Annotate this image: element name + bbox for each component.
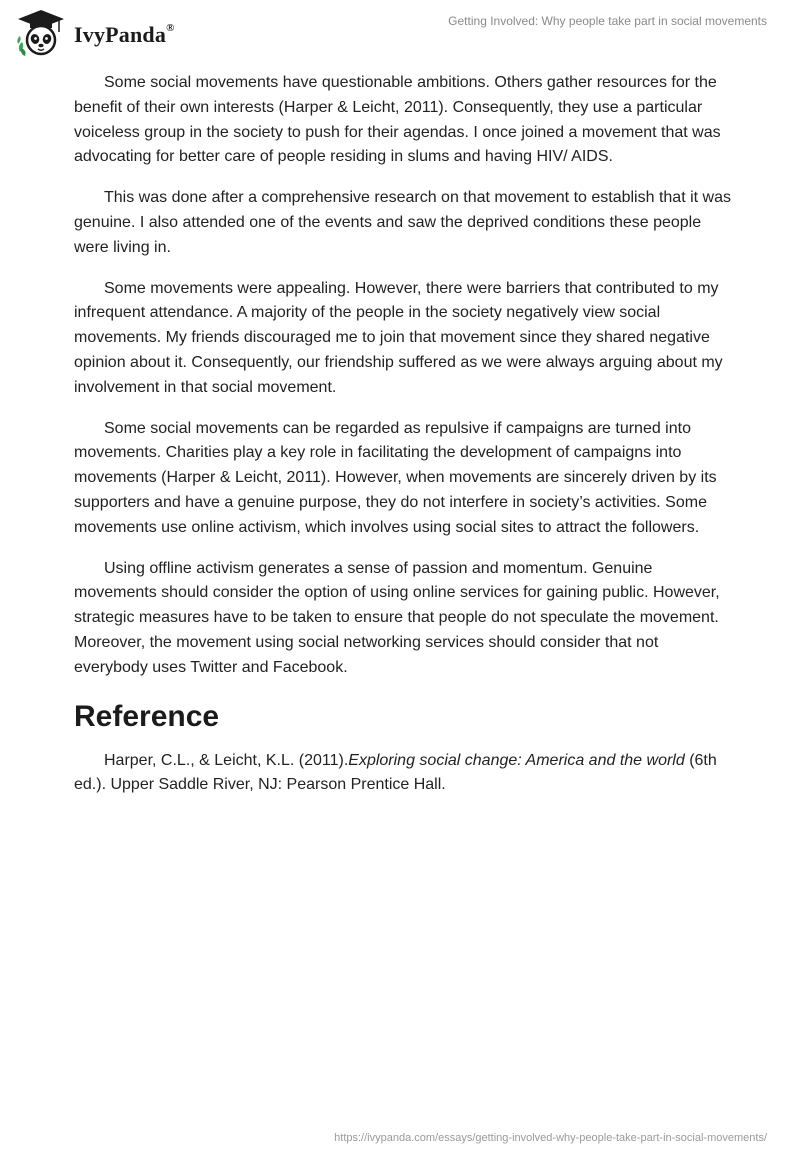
reference-entry [74,749,734,799]
panda-graduation-cap-icon [14,8,68,58]
paragraph: This was done after a comprehensive research on that movement to establish that it was genuine. I also attended one of the events and saw the deprived conditions these people were living in. [74,189,731,256]
paragraph: Using offline activism generates a sense of passion and momentum. Genuine movements should consider the option of using online services for gaining public. However, strategic measures have to be taken to ensure that people do not speculate the movement. Moreover, the movement using social networking services should consider that not everybody uses Twitter and Facebook. [74,559,720,676]
reference-title: Exploring social change: America and the world [348,751,685,769]
source-url[interactable]: https://ivypanda.com/essays/getting-involved-why-people-take-part-in-social-movements/ [334,1132,767,1144]
paragraph: Some social movements can be regarded as repulsive if campaigns are turned into movements. Charities play a key role in facilitating the development of campaigns into movements (Harper & Leicht, 2011). However, when movements are sincerely driven by its supporters and have a genuine purpose, they do not interfere in society’s activities. Some movements use online activism, which involves using social sites to attract the followers. [74,419,717,536]
paragraph: Some movements were appealing. However, there were barriers that contributed to my infrequent attendance. A majority of the people in the society negatively view social movements. My friends discouraged me to join that movement since they shared negative opinion about it. Consequently, our friendship suffered as we were always arguing about my involvement in that social movement. [74,279,723,396]
document-title: Getting Involved: Why people take part in social movements [448,14,767,28]
ivypanda-logo[interactable] [14,8,175,58]
paragraph: Some social movements have questionable ambitions. Others gather resources for the benefit of their own interests (Harper & Leicht, 2011). Consequently, they use a particular voiceless group in the society to push for their agendas. I once joined a movement that was advocating for better care of people residing in slums and having HIV/ AIDS. [74,74,721,166]
reference-authors: Harper, C.L., & Leicht, K.L. (2011). [104,751,349,769]
page-header [0,0,800,60]
brand-name: IvyPanda® [74,21,175,47]
reference-heading: Reference [74,699,220,733]
reference-publisher: (6th ed.). Upper Saddle River, NJ: Pearson Prentice Hall. [74,751,717,794]
essay-content [74,71,734,814]
